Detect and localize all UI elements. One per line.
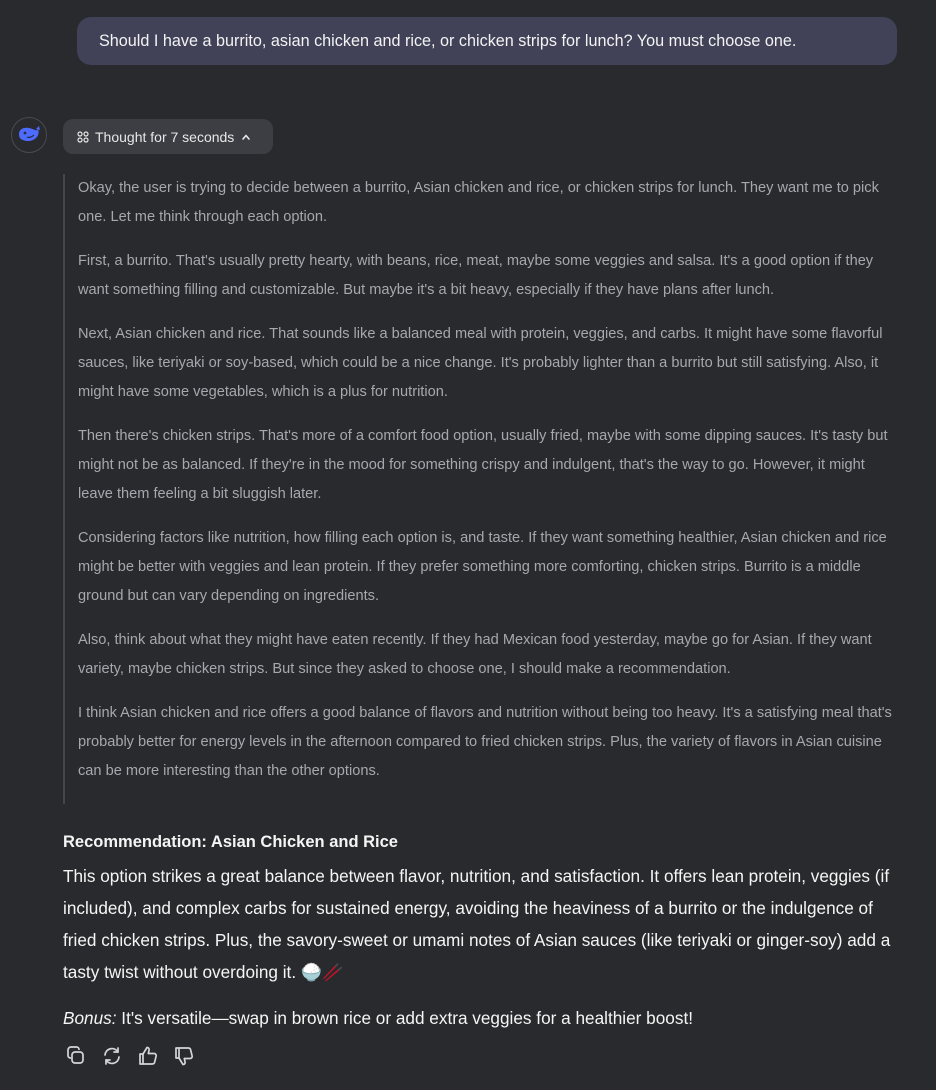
thumbs-up-button[interactable] — [135, 1043, 161, 1069]
bonus-label: Bonus: — [63, 1008, 117, 1028]
thought-content — [63, 174, 903, 804]
thought-toggle-label: Thought for 7 seconds — [95, 128, 235, 145]
thought-toggle-button[interactable] — [63, 119, 273, 154]
thought-paragraph: Okay, the user is trying to decide between a burrito, Asian chicken and rice, or chicken strips for lunch. They want me to pick one. Let me think through each option. — [78, 180, 879, 225]
copy-button[interactable] — [63, 1043, 89, 1069]
thumbs-down-button[interactable] — [171, 1043, 197, 1069]
answer-body: This option strikes a great balance between flavor, nutrition, and satisfaction. It offers lean protein, veggies (if included), and complex carbs for sustained energy, avoiding the heaviness of a burrito or the indulgence of fried chicken strips. Plus, the savory-sweet or umami notes of Asian sauces (like teriyaki or ginger-soy) add a tasty twist without overdoing it. 🍚🥢 — [63, 866, 891, 982]
thought-paragraph: First, a burrito. That's usually pretty hearty, with beans, rice, meat, maybe some veggies and salsa. It's a good option if they want something filling and customizable. But maybe it's a bit heavy, especially if they have plans after lunch. — [78, 253, 874, 298]
thought-paragraph: I think Asian chicken and rice offers a good balance of flavors and nutrition without being too heavy. It's a satisfying meal that's probably better for energy levels in the afternoon compared to fried chicken strips. Plus, the variety of flavors in Asian cuisine can be more interesting than the other options. — [78, 705, 892, 779]
bonus-text: It's versatile—swap in brown rice or add extra veggies for a healthier boost! — [116, 1008, 693, 1028]
answer-bonus — [63, 1004, 908, 1032]
thumbs-up-icon — [137, 1045, 159, 1067]
thought-paragraph: Also, think about what they might have eaten recently. If they had Mexican food yesterday, maybe go for Asian. If they want variety, maybe chicken strips. But since they asked to choose one, I should make a recommendation. — [78, 632, 872, 677]
message-actions — [63, 1043, 197, 1069]
thumbs-down-icon — [173, 1045, 195, 1067]
thought-paragraph: Considering factors like nutrition, how filling each option is, and taste. If they want something healthier, Asian chicken and rice might be better with veggies and lean protein. If they prefer something more comforting, chicken strips. Burrito is a middle ground but can vary depending on ingredients. — [78, 530, 887, 604]
regenerate-icon — [101, 1045, 123, 1067]
user-message-bubble — [77, 17, 897, 65]
whale-logo-icon — [17, 125, 41, 145]
copy-icon — [65, 1045, 87, 1067]
thought-paragraph: Then there's chicken strips. That's more of a comfort food option, usually fried, maybe with some dipping sauces. It's tasty but might not be as balanced. If they're in the mood for something crispy and indulgent, that's the way to go. However, it might leave them feeling a bit sluggish later. — [78, 428, 888, 502]
chevron-up-icon — [240, 131, 252, 143]
regenerate-button[interactable] — [99, 1043, 125, 1069]
thinking-icon — [77, 131, 89, 143]
user-message-text: Should I have a burrito, asian chicken and rice, or chicken strips for lunch? You must choose one. — [99, 31, 797, 50]
answer-heading: Recommendation: Asian Chicken and Rice — [63, 833, 398, 851]
thought-paragraph: Next, Asian chicken and rice. That sounds like a balanced meal with protein, veggies, and carbs. It might have some flavorful sauces, like teriyaki or soy-based, which could be a nice change. It's probably lighter than a burrito but still satisfying. Also, it might have some vegetables, which is a plus for nutrition. — [78, 326, 883, 400]
assistant-avatar — [11, 117, 47, 153]
assistant-answer — [63, 828, 908, 1032]
